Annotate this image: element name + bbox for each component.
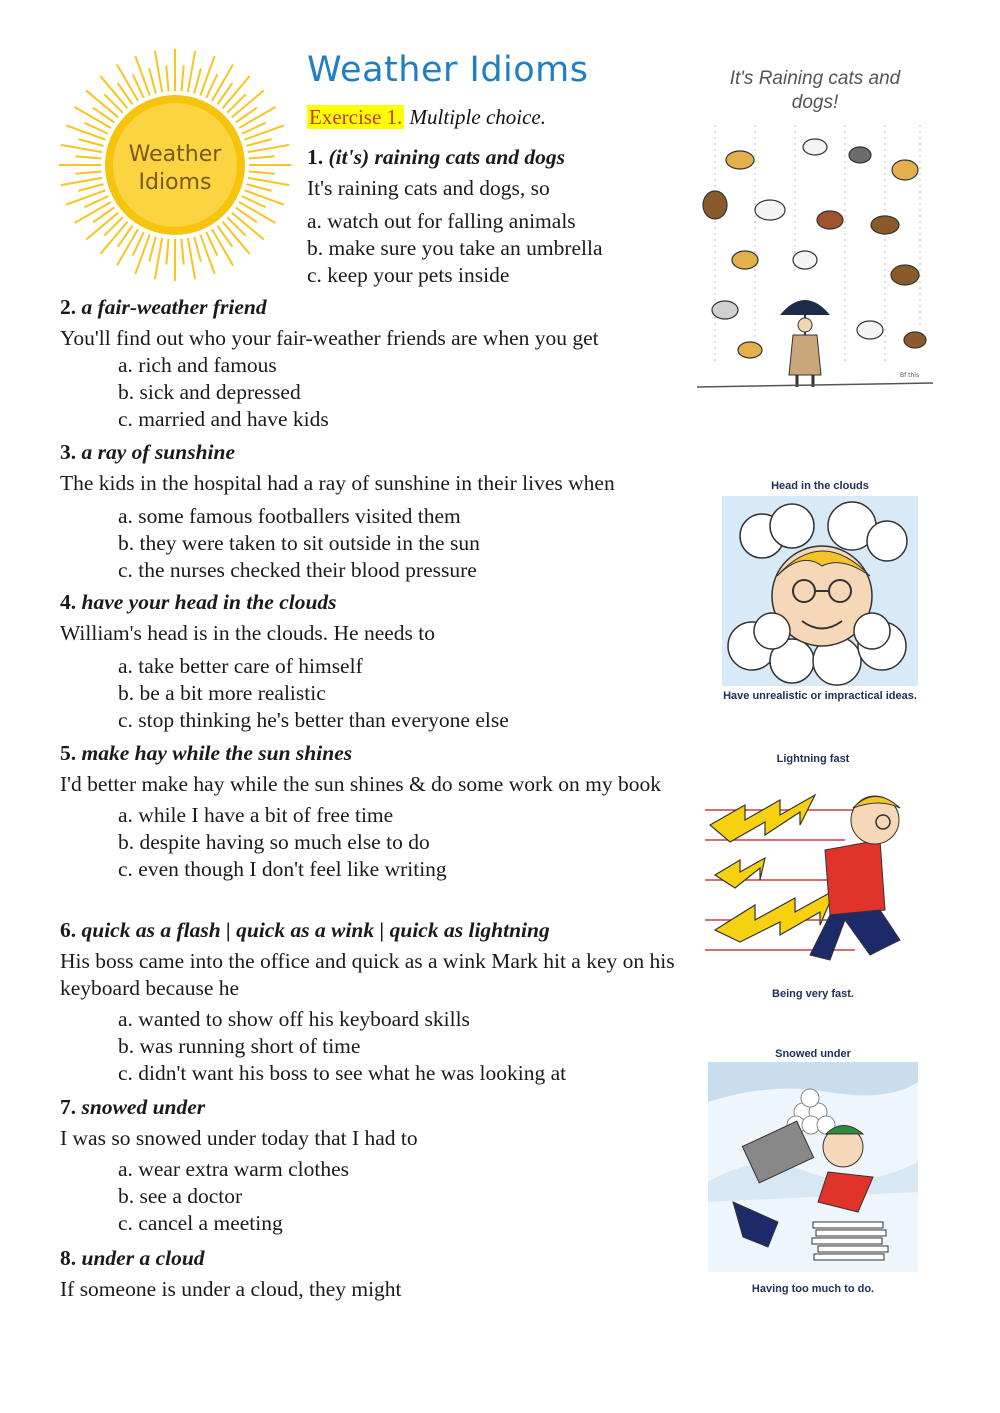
sun-label-line1: Weather: [128, 142, 222, 167]
option-c[interactable]: c. the nurses checked their blood pressure: [118, 558, 477, 582]
sun-logo: [55, 45, 295, 285]
idiom: make hay while the sun shines: [81, 741, 353, 765]
question-stem: I'd better make hay while the sun shines & do some work on my book: [60, 772, 661, 796]
option-a[interactable]: a. while I have a bit of free time: [118, 803, 394, 827]
sun-ray: [245, 190, 284, 204]
sun-ray: [249, 171, 275, 173]
sun-ray: [135, 56, 149, 95]
question-title: 8. under a cloud: [60, 1246, 205, 1270]
sun-ray: [249, 156, 275, 158]
option-b[interactable]: b. be a bit more realistic: [118, 681, 326, 705]
sun-ray: [104, 94, 122, 112]
option-a[interactable]: a. some famous footballers visited them: [118, 504, 461, 528]
option-b[interactable]: b. they were taken to sit outside in the sun: [118, 531, 480, 555]
option-a[interactable]: a. wanted to show off his keyboard skills: [118, 1007, 470, 1031]
sun-ray: [61, 145, 102, 152]
sun-ray: [245, 125, 284, 139]
question-5: [60, 740, 680, 883]
question-title: 3. a ray of sunshine: [60, 440, 236, 464]
sun-ray: [227, 217, 245, 235]
sun-ray: [104, 217, 122, 235]
sun-ray: [166, 239, 168, 265]
sun-ray: [248, 178, 289, 185]
snowed-under-icon: [708, 1062, 918, 1272]
sun-ray: [66, 125, 105, 139]
idiom: a fair-weather friend: [81, 295, 267, 319]
question-stem: The kids in the hospital had a ray of sunshine in their lives when: [60, 471, 615, 495]
idiom: have your head in the clouds: [81, 590, 337, 614]
option-c[interactable]: c. stop thinking he's better than everyone else: [118, 708, 509, 732]
idiom: quick as a flash | quick as a wink | quick as lightning: [81, 918, 550, 942]
option-c[interactable]: c. keep your pets inside: [307, 263, 510, 287]
clouds-illustration: [722, 496, 918, 686]
snow-title: Snowed under: [775, 1048, 851, 1060]
raining-animals-icon: [695, 125, 935, 395]
sun-ray: [78, 139, 103, 146]
snow-illustration: [708, 1062, 918, 1272]
idiom: (it's) raining cats and dogs: [328, 145, 566, 169]
question-stem: His boss came into the office and quick as a wink Mark hit a key on his keyboard because he: [60, 949, 675, 1000]
option-b[interactable]: b. despite having so much else to do: [118, 830, 430, 854]
head-in-clouds-icon: [722, 496, 918, 686]
sun-ray: [166, 65, 168, 91]
question-4: [60, 589, 680, 734]
cats-illustration: [695, 125, 935, 395]
cats-signature: Bf this: [900, 372, 920, 379]
question-3: [60, 439, 680, 584]
snow-caption: Having too much to do.: [751, 1283, 875, 1295]
lightning-runner-icon: [705, 780, 920, 980]
option-a[interactable]: a. wear extra warm clothes: [118, 1157, 350, 1181]
sun-ray: [246, 184, 271, 191]
question-stem: It's raining cats and dogs, so: [307, 176, 550, 200]
exercise-heading: [307, 105, 546, 130]
exercise-subtitle: Multiple choice.: [409, 105, 546, 129]
sun-ray: [149, 68, 156, 93]
sun-ray: [194, 68, 201, 93]
cats-caption: It's Raining cats and dogs!: [729, 68, 901, 113]
question-stem: William's head is in the clouds. He needs to: [60, 621, 436, 645]
sun-label-line2: Idioms: [138, 170, 212, 195]
sun-ray: [66, 190, 105, 204]
question-6: [60, 917, 680, 1087]
option-c[interactable]: c. cancel a meeting: [118, 1211, 283, 1235]
question-7: [60, 1094, 680, 1237]
question-stem: You'll find out who your fair-weather friends are when you get: [60, 326, 599, 350]
sun-ray: [155, 238, 162, 279]
option-c[interactable]: c. married and have kids: [118, 407, 329, 431]
sun-ray: [188, 238, 195, 279]
option-c[interactable]: c. didn't want his boss to see what he was looking at: [118, 1061, 567, 1085]
question-title: 7. snowed under: [60, 1095, 206, 1119]
clouds-caption: Have unrealistic or impractical ideas.: [723, 690, 917, 702]
option-a[interactable]: a. rich and famous: [118, 353, 277, 377]
option-a[interactable]: a. take better care of himself: [118, 654, 363, 678]
sun-ray: [155, 51, 162, 92]
sun-ray: [75, 156, 101, 158]
sun-ray: [200, 56, 214, 95]
question-2: [60, 294, 680, 433]
sun-ray: [135, 235, 149, 274]
sun-ray: [246, 139, 271, 146]
question-title: 5. make hay while the sun shines: [60, 741, 353, 765]
sun-ray: [78, 184, 103, 191]
sun-ray: [194, 236, 201, 261]
idiom: snowed under: [81, 1095, 206, 1119]
sun-ray: [75, 171, 101, 173]
option-b[interactable]: b. see a doctor: [118, 1184, 243, 1208]
option-b[interactable]: b. make sure you take an umbrella: [307, 236, 603, 260]
question-stem: If someone is under a cloud, they might: [60, 1277, 402, 1301]
sun-ray: [248, 145, 289, 152]
question-8: [60, 1245, 680, 1303]
option-b[interactable]: b. was running short of time: [118, 1034, 361, 1058]
question-title: 2. a fair-weather friend: [60, 295, 267, 319]
sun-ray: [149, 236, 156, 261]
sun-ray: [200, 235, 214, 274]
sun-ray: [227, 94, 245, 112]
sun-ray: [61, 178, 102, 185]
page-title: Weather Idioms: [307, 50, 589, 90]
question-title: 6. quick as a flash | quick as a wink | quick as lightning: [60, 918, 550, 942]
sun-icon: [55, 45, 295, 285]
sun-ray: [188, 51, 195, 92]
question-stem: I was so snowed under today that I had to: [60, 1126, 418, 1150]
option-b[interactable]: b. sick and depressed: [118, 380, 301, 404]
lightning-illustration: [705, 780, 920, 980]
option-a[interactable]: a. watch out for falling animals: [307, 209, 576, 233]
question-1: [307, 144, 687, 289]
option-c[interactable]: c. even though I don't feel like writing: [118, 857, 447, 881]
lightning-title: Lightning fast: [776, 753, 850, 765]
clouds-title: Head in the clouds: [771, 480, 869, 492]
idiom: under a cloud: [81, 1246, 205, 1270]
sun-ray: [181, 65, 183, 91]
sun-ray: [181, 239, 183, 265]
lightning-caption: Being very fast.: [772, 988, 854, 1000]
idiom: a ray of sunshine: [81, 440, 236, 464]
question-title: 4. have your head in the clouds: [60, 590, 337, 614]
question-title: 1. (it's) raining cats and dogs: [307, 145, 566, 169]
exercise-label: Exercise 1.: [309, 105, 403, 129]
